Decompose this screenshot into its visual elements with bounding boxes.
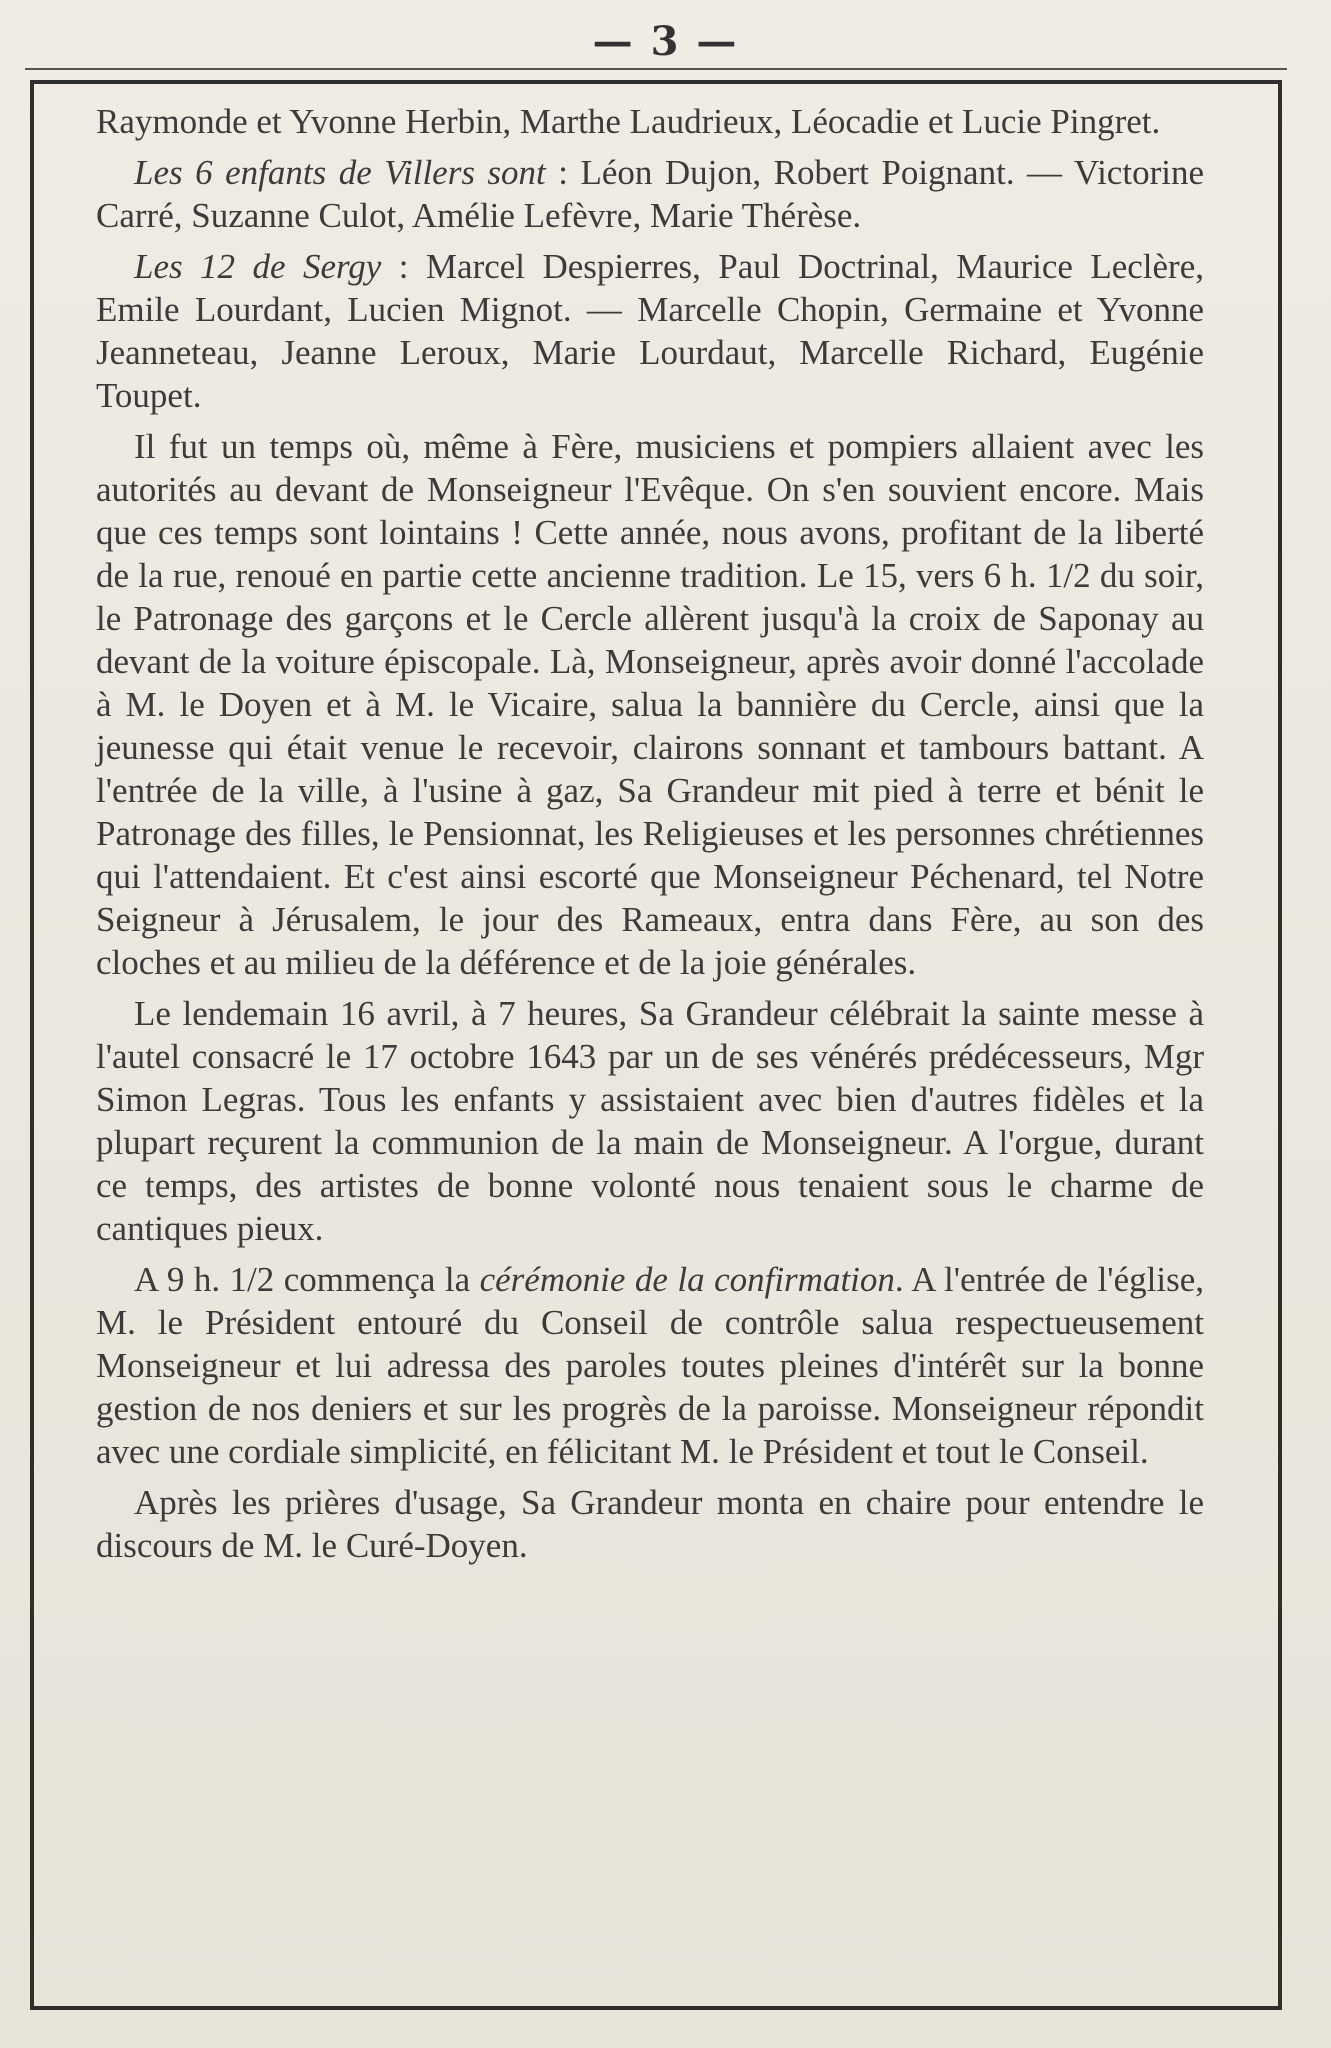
paragraph-5-text: Le lendemain 16 avril, à 7 heures, Sa Grandeur célébrait la sainte messe à l'autel consacré le 17 octobre 1643 par un de ses vénérés prédécesseurs, Mgr Simon Legras. Tous les enfants y assistaient avec bien d'autres fidèles et la plupart reçurent la communion de la main de Monseigneur. A l'orgue, durant ce temps, des artistes de bonne volonté nous tenaient sous le charme de cantiques pieux.: [96, 994, 1204, 1248]
paragraph-2-lead: Les 6 enfants de Villers sont: [134, 153, 546, 192]
paragraph-3-lead: Les 12 de Sergy: [134, 247, 382, 286]
body-text: [96, 100, 1204, 1575]
paragraph-7-text: Après les prières d'usage, Sa Grandeur monta en chaire pour entendre le discours de M. le Curé-Doyen.: [96, 1483, 1204, 1565]
paragraph-3: [96, 245, 1204, 417]
paragraph-4: [96, 425, 1204, 984]
paragraph-7: [96, 1481, 1204, 1567]
paragraph-2-text: : Léon Dujon, Robert Poignant. — Victorine Carré, Suzanne Culot, Amélie Lefèvre, Marie Thérèse.: [96, 153, 1204, 235]
paragraph-5: [96, 992, 1204, 1250]
paragraph-4-text: Il fut un temps où, même à Fère, musiciens et pompiers allaient avec les autorités au devant de Monseigneur l'Evêque. On s'en souvient encore. Mais que ces temps sont lointains ! Cette année, nous avons, profitant de la liberté de la rue, renoué en partie cette ancienne tradition. Le 15, vers 6 h. 1/2 du soir, le Patronage des garçons et le Cercle allèrent jusqu'à la croix de Saponay au devant de la voiture épiscopale. Là, Monseigneur, après avoir donné l'accolade à M. le Doyen et à M. le Vicaire, salua la bannière du Cercle, ainsi que la jeunesse qui était venue le recevoir, clairons sonnant et tambours battant. A l'entrée de la ville, à l'usine à gaz, Sa Grandeur mit pied à terre et bénit le Patronage des filles, le Pensionnat, les Religieuses et les personnes chrétiennes qui l'attendaient. Et c'est ainsi escorté que Monseigneur Péchenard, tel Notre Seigneur à Jérusalem, le jour des Rameaux, entra dans Fère, au son des cloches et au milieu de la déférence et de la joie générales.: [96, 427, 1204, 982]
paragraph-6-italic: cérémonie de la confirmation: [479, 1260, 895, 1299]
paragraph-2: [96, 151, 1204, 237]
paragraph-1: [96, 100, 1204, 143]
paragraph-6: [96, 1258, 1204, 1473]
paragraph-1-text: Raymonde et Yvonne Herbin, Marthe Laudrieux, Léocadie et Lucie Pingret.: [96, 102, 1161, 141]
page-number: — 3 —: [592, 18, 739, 65]
paragraph-6-text: . A l'entrée de l'église, M. le Président entouré du Conseil de contrôle salua respectueusement Monseigneur et lui adressa des paroles toutes pleines d'intérêt sur la bonne gestion de nos deniers et sur les progrès de la paroisse. Monseigneur répondit avec une cordiale simplicité, en félicitant M. le Président et tout le Conseil.: [96, 1260, 1204, 1471]
top-rule: [25, 68, 1287, 70]
paragraph-6-lead: A 9 h. 1/2 commença la: [134, 1260, 480, 1299]
paragraph-3-text: : Marcel Despierres, Paul Doctrinal, Maurice Leclère, Emile Lourdant, Lucien Mignot. — Marcelle Chopin, Germaine et Yvonne Jeanneteau, Jeanne Leroux, Marie Lourdaut, Marcelle Richard, Eugénie Toupet.: [96, 247, 1204, 415]
